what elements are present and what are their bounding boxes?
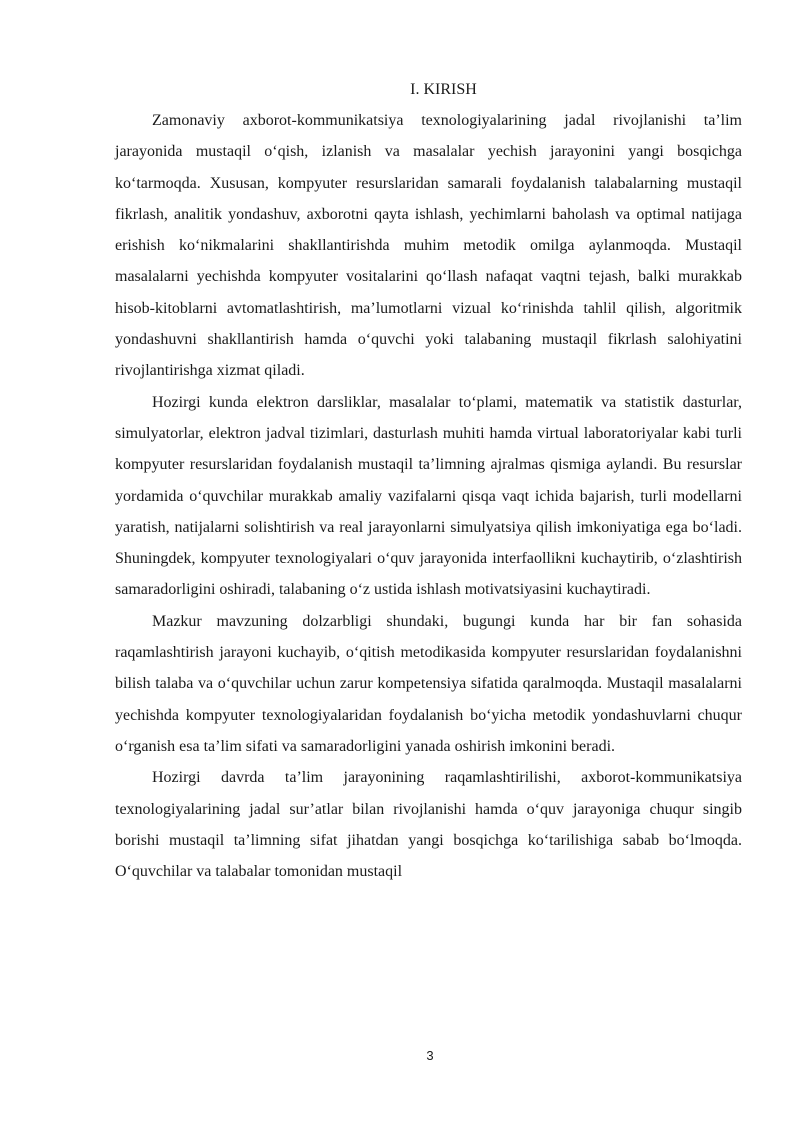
paragraph-3: Mazkur mavzuning dolzarbligi shundaki, bugungi kunda har bir fan sohasida raqamlashtirish jarayoni kuchayib, o‘qitish metodikasida kompyuter resurslaridan foydalanishni bilish talaba va o‘quvchilar uchun zarur kompetensiya sifatida qaralmoqda. Mustaqil masalalarni yechishda kompyuter texnologiyalaridan foydalanish bo‘yicha metodik yondashuvlarni chuqur o‘rganish esa ta’lim sifati va samaradorligini yanada oshirish imkonini beradi.: [115, 612, 742, 755]
paragraph-2: Hozirgi kunda elektron darsliklar, masalalar to‘plami, matematik va statistik dasturlar, simulyatorlar, elektron jadval tizimlari, dasturlash muhiti hamda virtual laboratoriyalar kabi turli kompyuter resurslaridan foydalanish mustaqil ta’limning ajralmas qismiga aylandi. Bu resurslar yordamida o‘quvchilar murakkab amaliy vazifalarni qisqa vaqt ichida bajarish, turli modellarni yaratish, natijalarni solishtirish va real jarayonlarni simulyatsiya qilish imkoniyatiga ega bo‘ladi. Shuningdek, kompyuter texnologiyalari o‘quv jarayonida interfaollikni kuchaytirib, o‘zlashtirish samaradorligini oshiradi, talabaning o‘z ustida ishlash motivatsiyasini kuchaytiradi.: [115, 393, 742, 599]
paragraph-1: Zamonaviy axborot-kommunikatsiya texnologiyalarining jadal rivojlanishi ta’lim jarayonida mustaqil o‘qish, izlanish va masalalar yechish jarayonini yangi bosqichga ko‘tarmoqda. Xususan, kompyuter resurslaridan samarali foydalanish talabalarning mustaqil fikrlash, analitik yondashuv, axborotni qayta ishlash, yechimlarni baholash va optimal natijaga erishish ko‘nikmalarini shakllantirishda muhim metodik omilga aylanmoqda. Mustaqil masalalarni yechishda kompyuter vositalarini qo‘llash nafaqat vaqtni tejash, balki murakkab hisob-kitoblarni avtomatlashtirish, ma’lumotlarni vizual ko‘rinishda tahlil qilish, algoritmik yondashuvni shakllantirish hamda o‘quvchi yoki talabaning mustaqil fikrlash salohiyatini rivojlantirishga xizmat qiladi.: [115, 112, 742, 380]
page-number: 3: [426, 1048, 434, 1063]
paragraph-4: Hozirgi davrda ta’lim jarayonining raqamlashtirilishi, axborot-kommunikatsiya texnologiyalarining jadal sur’atlar bilan rivojlanishi hamda o‘quv jarayoniga chuqur singib borishi mustaqil ta’limning sifat jihatdan yangi bosqichga ko‘tarilishiga sabab bo‘lmoqda. O‘quvchilar va talabalar tomonidan mustaqil: [115, 769, 742, 881]
section-heading: I. KIRISH: [410, 81, 477, 98]
page-content: [115, 74, 742, 887]
